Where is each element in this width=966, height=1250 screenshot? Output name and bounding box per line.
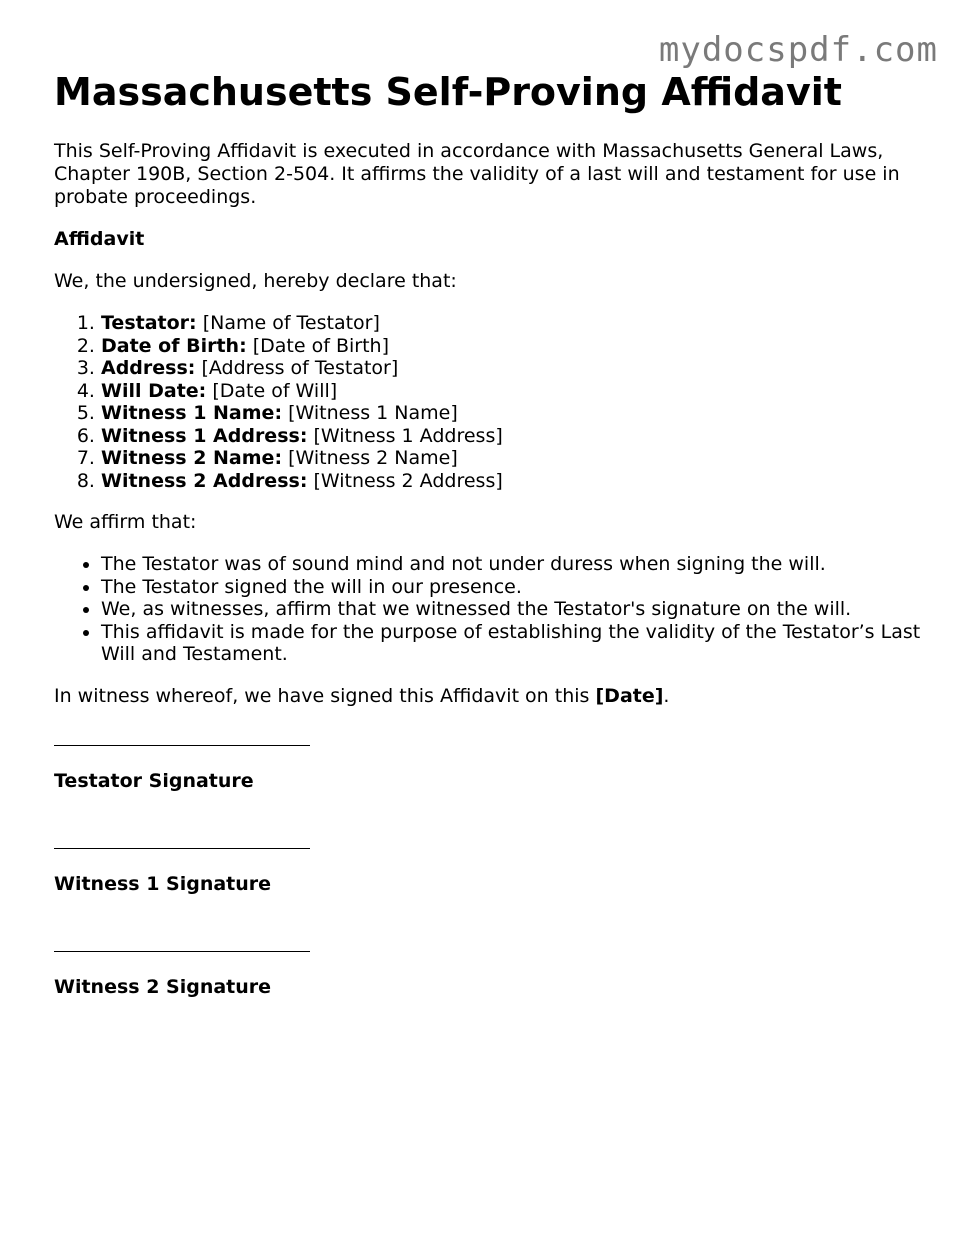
field-item-will-date — [101, 380, 924, 403]
signature-label: Witness 2 Signature — [54, 975, 272, 998]
field-item-witness-1-name — [101, 402, 924, 425]
affidavit-heading: Affidavit — [54, 228, 145, 250]
field-value: [Address of Testator] — [201, 357, 399, 379]
witness-statement-prefix: In witness whereof, we have signed this Affidavit on this — [54, 684, 596, 707]
signature-line — [54, 830, 924, 853]
field-value: [Witness 2 Name] — [288, 447, 458, 469]
field-item-testator — [101, 312, 924, 335]
signature-label: Witness 1 Signature — [54, 872, 272, 895]
field-label: Date of Birth: — [101, 334, 247, 357]
signature-line — [54, 727, 924, 750]
intro-paragraph: This Self-Proving Affidavit is executed in accordance with Massachusetts General Laws, Chapter 190B, Section 2-504. It affirms the validity of a last will and testament for use in probate proceedings. — [54, 140, 900, 208]
document-title: Massachusetts Self-Proving Affidavit — [54, 70, 842, 114]
declare-text: We, the undersigned, hereby declare that: — [54, 270, 457, 292]
field-item-address — [101, 357, 924, 380]
field-value: [Date of Birth] — [252, 334, 389, 357]
watermark: mydocspdf.com — [658, 30, 938, 70]
field-value: [Name of Testator] — [202, 312, 380, 334]
field-label: Address: — [101, 357, 196, 379]
affirmation-item: • We, as witnesses, affirm that we witnessed the Testator's signature on the will. — [101, 598, 924, 621]
field-item-witness-2-name — [101, 447, 924, 470]
signature-block-witness-1 — [54, 830, 924, 896]
field-label: Witness 1 Name: — [101, 402, 283, 424]
field-item-date-of-birth — [101, 335, 924, 358]
field-value: [Witness 1 Name] — [288, 402, 458, 424]
signature-line — [54, 933, 924, 956]
field-label: Testator: — [101, 312, 197, 334]
signature-block-testator — [54, 727, 924, 793]
signature-label: Testator Signature — [54, 769, 254, 792]
field-label: Witness 2 Name: — [101, 447, 283, 469]
field-label: Witness 1 Address: — [101, 424, 308, 447]
field-value: [Witness 2 Address] — [313, 469, 503, 492]
affirmation-item: • The Testator was of sound mind and not under duress when signing the will. — [101, 553, 924, 576]
witness-statement — [54, 685, 924, 708]
field-list — [54, 312, 924, 492]
signature-block-witness-2 — [54, 933, 924, 999]
affirmation-list — [54, 553, 924, 666]
field-item-witness-2-address — [101, 470, 924, 493]
witness-statement-suffix: . — [663, 684, 670, 707]
field-item-witness-1-address — [101, 425, 924, 448]
field-label: Will Date: — [101, 379, 207, 402]
witness-statement-date: [Date] — [595, 684, 664, 707]
field-label: Witness 2 Address: — [101, 469, 308, 492]
field-value: [Date of Will] — [212, 379, 338, 402]
affirm-intro: We affirm that: — [54, 511, 197, 533]
field-value: [Witness 1 Address] — [313, 424, 503, 447]
affirmation-item: • The Testator signed the will in our presence. — [101, 576, 924, 599]
document-body — [54, 70, 924, 1036]
affirmation-item: • This affidavit is made for the purpose of establishing the validity of the Testator’s Last Will and Testament. — [101, 621, 924, 666]
